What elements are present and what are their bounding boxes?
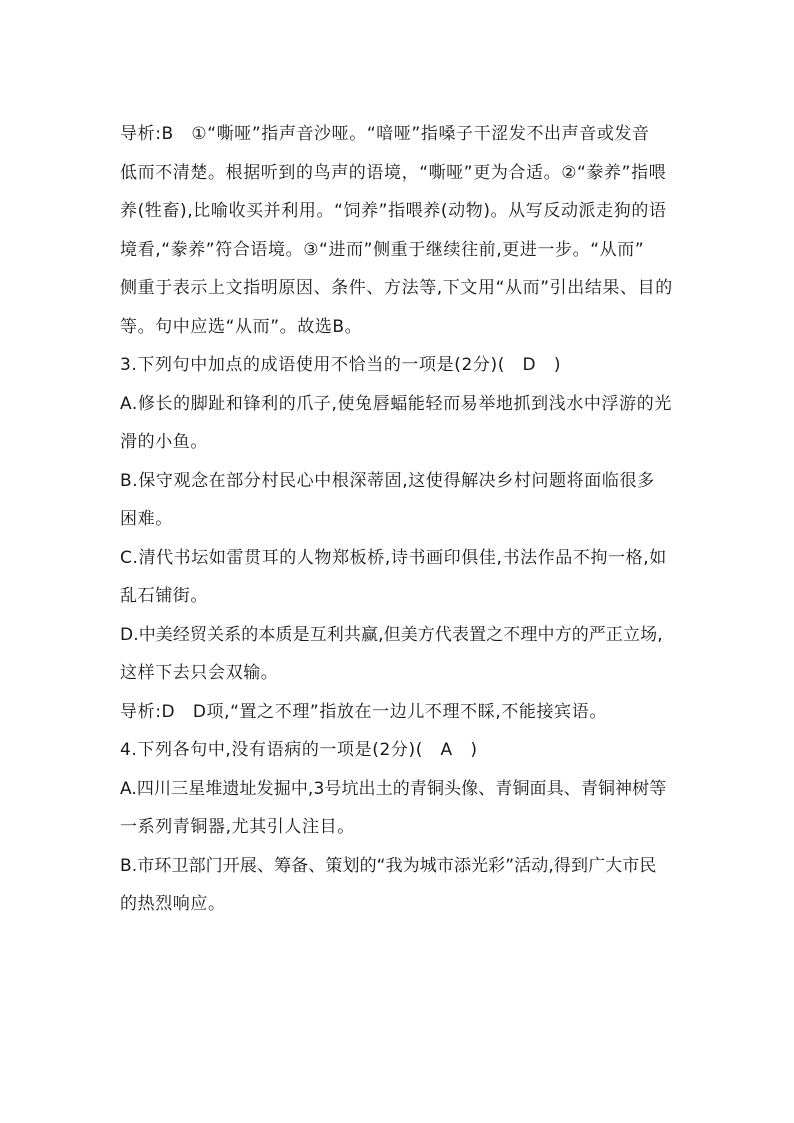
question-4-option-a: A.四川三星堆遗址发掘中,3号坑出土的青铜头像、青铜面具、青铜神树等 — [120, 778, 667, 799]
question-3-option-b: B.保守观念在部分村民心中根深蒂固,这使得解决乡村问题将面临很多 — [120, 470, 655, 491]
analysis-line-6: 等。句中应选“从而”。故选B。 — [120, 316, 363, 337]
question-3-option-d: D.中美经贸关系的本质是互利共赢,但美方代表置之不理中方的严正立场, — [120, 624, 663, 645]
analysis-line-2: 低而不清楚。根据听到的鸟声的语境，“嘶哑”更为合适。②“豢养”指喂 — [120, 162, 667, 183]
question-3-option-a: A.修长的脚趾和锋利的爪子,使兔唇蝠能轻而易举地抓到浅水中浮游的光 — [120, 393, 672, 414]
question-3-stem: 3.下列句中加点的成语使用不恰当的一项是(2分)( D ) — [120, 355, 562, 375]
question-3-option-c-cont: 乱石铺街。 — [120, 586, 208, 606]
question-4-option-b-cont: 的热烈响应。 — [120, 894, 226, 914]
question-4-option-b: B.市环卫部门开展、筹备、策划的“我为城市添光彩”活动,得到广大市民 — [120, 855, 657, 876]
analysis-line-4: 境看,“豢养”符合语境。③“进而”侧重于继续往前,更进一步。“从而” — [120, 239, 645, 260]
analysis-line-3: 养(牲畜),比喻收买并利用。“饲养”指喂养(动物)。从写反动派走狗的语 — [120, 201, 667, 221]
question-3-option-c: C.清代书坛如雷贯耳的人物郑板桥,诗书画印俱佳,书法作品不拘一格,如 — [120, 547, 667, 568]
document-body — [120, 126, 705, 935]
question-3-analysis: 导析:D D项,“置之不理”指放在一边儿不理不睬,不能接宾语。 — [120, 701, 607, 722]
question-3-option-a-cont: 滑的小鱼。 — [120, 432, 208, 452]
question-4-option-a-cont: 一系列青铜器,尤其引人注目。 — [120, 817, 355, 837]
question-4-stem: 4.下列各句中,没有语病的一项是(2分)( A ) — [120, 740, 478, 760]
analysis-line-5: 侧重于表示上文指明原因、条件、方法等,下文用“从而”引出结果、目的 — [120, 278, 673, 298]
question-3-option-b-cont: 困难。 — [120, 509, 173, 529]
question-3-option-d-cont: 这样下去只会双输。 — [120, 663, 279, 683]
analysis-line-1: 导析:B ①“嘶哑”指声音沙哑。“喑哑”指嗓子干涩发不出声音或发音 — [120, 124, 650, 144]
